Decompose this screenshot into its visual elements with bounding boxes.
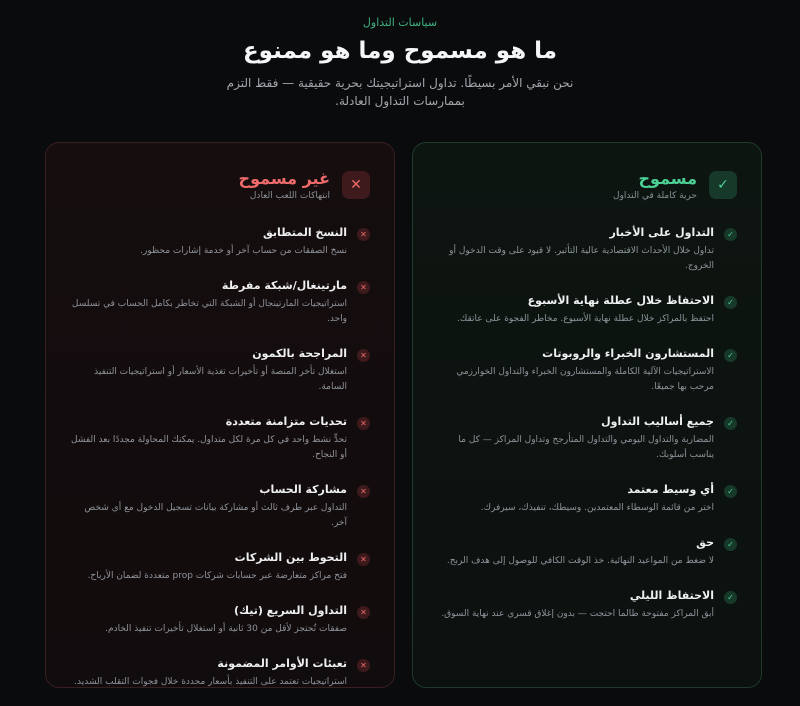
allowed-list [437,225,737,622]
item-title: جميع أساليب التداول [601,415,714,428]
forbidden-card [45,142,395,688]
list-item [70,225,370,259]
list-item [437,535,737,569]
x-icon: ✕ [357,228,370,241]
list-item [437,588,737,622]
x-icon: ✕ [357,553,370,566]
x-icon: ✕ [357,485,370,498]
x-icon: ✕ [342,171,370,199]
allowed-card-header [437,165,737,205]
item-title: المستشارون الخبراء والروبوتات [542,347,714,360]
x-icon: ✕ [357,606,370,619]
item-title: التداول السريع (تيك) [233,604,347,617]
allowed-subtitle: حرية كاملة في التداول [613,191,697,201]
forbidden-title: غير مسموح [238,169,330,188]
item-desc: تحدٍّ نشط واحد في كل مرة لكل متداول. يمكنك المحاولة مجددًا بعد الفشل أو النجاح. [71,435,347,460]
item-desc: الاستراتيجيات الآلية الكاملة والمستشارون الخبراء والتداول الخوارزمي مرحب بها جميعًا. [456,367,714,392]
item-title: التحوط بين الشركات [234,551,347,564]
x-icon: ✕ [357,659,370,672]
list-item [70,656,370,688]
item-desc: فتح مراكز متعارضة عبر حسابات شركات prop متعددة لضمان الأرباح. [87,571,347,581]
check-icon: ✓ [724,417,737,430]
check-icon: ✓ [724,591,737,604]
x-icon: ✕ [357,349,370,362]
check-icon: ✓ [724,538,737,551]
item-desc: تداول خلال الأحداث الاقتصادية عالية التأثير. لا قيود على وقت الدخول أو الخروج. [449,246,714,271]
item-title: حق [696,536,714,549]
item-title: الاحتفاظ خلال عطلة نهاية الأسبوع [527,294,714,307]
page-eyebrow: سياسات التداول [362,16,438,29]
item-title: مارتينغال/شبكة مفرطة [221,279,347,292]
item-desc: احتفظ بالمراكز خلال عطلة نهاية الأسبوع. مخاطر الفجوة على عاتقك. [457,314,714,324]
list-item [70,346,370,395]
item-title: تعبئات الأوامر المضمونة [217,657,347,670]
list-item [70,278,370,327]
check-icon: ✓ [724,228,737,241]
item-desc: استراتيجيات تعتمد على التنفيذ بأسعار محددة خلال فجوات التقلب الشديد. [74,677,347,687]
item-title: الاحتفاظ الليلي [629,589,714,602]
item-desc: المضاربة والتداول اليومي والتداول المتأرجح وتداول المراكز — كل ما يناسب أسلوبك. [458,435,714,460]
page-title: ما هو مسموح وما هو ممنوع [242,38,558,64]
item-desc: أبق المراكز مفتوحة طالما احتجت — بدون إغلاق قسري عند نهاية السوق. [441,609,714,619]
item-title: تحديات متزامنة متعددة [225,415,347,428]
item-title: التداول على الأخبار [609,226,714,239]
list-item [70,550,370,584]
item-desc: لا ضغط من المواعيد النهائية. خذ الوقت الكافي للوصول إلى هدف الربح. [446,556,714,566]
check-icon: ✓ [724,296,737,309]
allowed-title: مسموح [638,169,697,188]
check-icon: ✓ [724,485,737,498]
item-desc: نسخ الصفقات من حساب آخر أو خدمة إشارات محظور. [140,246,347,256]
allowed-card [412,142,762,688]
x-icon: ✕ [357,281,370,294]
list-item [437,293,737,327]
x-icon: ✕ [357,417,370,430]
forbidden-card-header [70,165,370,205]
list-item [437,225,737,274]
item-title: مشاركة الحساب [259,483,347,496]
item-title: النسخ المتطابق [263,226,347,239]
item-desc: اختر من قائمة الوسطاء المعتمدين. وسيطك، تنفيذك، سيرفرك. [480,503,714,513]
list-item [70,482,370,531]
list-item [70,414,370,463]
list-item [437,414,737,463]
list-item [437,482,737,516]
check-icon: ✓ [724,349,737,362]
page-subtitle: نحن نبقي الأمر بسيطًا. تداول استراتيجيتك بحرية حقيقية — فقط التزم بممارسات التداول العادلة. [226,76,574,108]
item-desc: صفقات تُحتجز لأقل من 30 ثانية أو استغلال تأخيرات تنفيذ الخادم. [105,624,347,634]
item-desc: استراتيجيات المارتينجال أو الشبكة التي تخاطر بكامل الحساب في تسلسل واحد. [71,299,347,324]
item-title: أي وسيط معتمد [627,483,714,496]
forbidden-subtitle: انتهاكات اللعب العادل [249,191,330,201]
list-item [70,603,370,637]
forbidden-list [70,225,370,688]
item-title: المراجحة بالكمون [252,347,347,360]
check-icon: ✓ [709,171,737,199]
list-item [437,346,737,395]
item-desc: استغلال تأخر المنصة أو تأخيرات تغذية الأسعار أو استراتيجيات التنفيذ السامة. [94,367,347,392]
item-desc: التداول عبر طرف ثالث أو مشاركة بيانات تسجيل الدخول مع أي شخص آخر. [84,503,347,528]
